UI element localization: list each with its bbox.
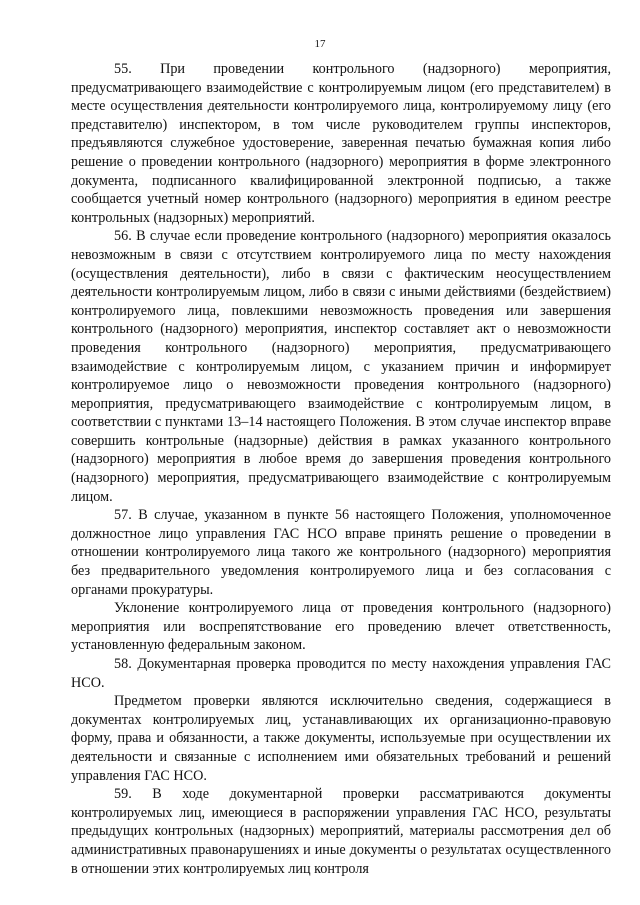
paragraph-58: 58. Документарная проверка проводится по месту нахождения управления ГАС НСО. — [71, 656, 611, 691]
document-body — [71, 60, 611, 878]
paragraph-58-continuation: Предметом проверки являются исключительно сведения, содержащиеся в документах контролируемых лиц, устанавливающих их организационно-правовую форму, права и обязанности, а также документы, используемые при осуществлении их деятельности и связанные с исполнением ими обязательных требований и решений управления ГАС НСО. — [71, 693, 611, 784]
paragraph-55: 55. При проведении контрольного (надзорного) мероприятия, предусматривающего взаимодействие с контролируемым лицом (его представителем) в месте осуществления деятельности контролируемого лица, контролируемому лицу (его представителю) инспектором, в том числе руководителем группы инспекторов, предъявляются служебное удостоверение, заверенная печатью бумажная копия либо решение о проведении контрольного (надзорного) мероприятия в форме электронного документа, подписанного квалифицированной электронной подписью, а также сообщается учетный номер контрольного (надзорного) мероприятия в едином реестре контрольных (надзорных) мероприятий. — [71, 61, 611, 226]
paragraph-59: 59. В ходе документарной проверки рассматриваются документы контролируемых лиц, имеющиеся в распоряжении управления ГАС НСО, результаты предыдущих контрольных (надзорных) мероприятий, материалы рассмотрения дел об административных правонарушениях и иные документы о результатах осуществленного в отношении этих контролируемых лиц контроля — [71, 786, 611, 877]
paragraph-57-continuation: Уклонение контролируемого лица от проведения контрольного (надзорного) мероприятия или воспрепятствование его проведению влечет ответственность, установленную федеральным законом. — [71, 600, 611, 654]
paragraph-57: 57. В случае, указанном в пункте 56 настоящего Положения, уполномоченное должностное лицо управления ГАС НСО вправе принять решение о проведении в отношении контролируемого лица такого же контрольного (надзорного) мероприятия без предварительного уведомления контролируемого лица и без согласования с органами прокуратуры. — [71, 507, 611, 598]
page-number: 17 — [314, 38, 326, 50]
paragraph-56: 56. В случае если проведение контрольного (надзорного) мероприятия оказалось невозможным в связи с отсутствием контролируемого лица по месту нахождения (осуществления деятельности), либо в связи с фактическим неосуществлением деятельности контролируемым лицом, либо в связи с иными действиями (бездействием) контролируемого лица, повлекшими невозможность проведения или завершения контрольного (надзорного) мероприятия, инспектор составляет акт о невозможности проведения контрольного (надзорного) мероприятия, предусматривающего взаимодействие с контролируемым лицом, с указанием причин и информирует контролируемое лицо о невозможности проведения контрольного (надзорного) мероприятия, предусматривающего взаимодействие с контролируемым лицом, в соответствии с пунктами 13–14 настоящего Положения. В этом случае инспектор вправе совершить контрольные (надзорные) действия в рамках указанного контрольного (надзорного) мероприятия в любое время до завершения проведения контрольного (надзорного) мероприятия, предусматривающего взаимодействие с контролируемым лицом. — [71, 228, 611, 505]
